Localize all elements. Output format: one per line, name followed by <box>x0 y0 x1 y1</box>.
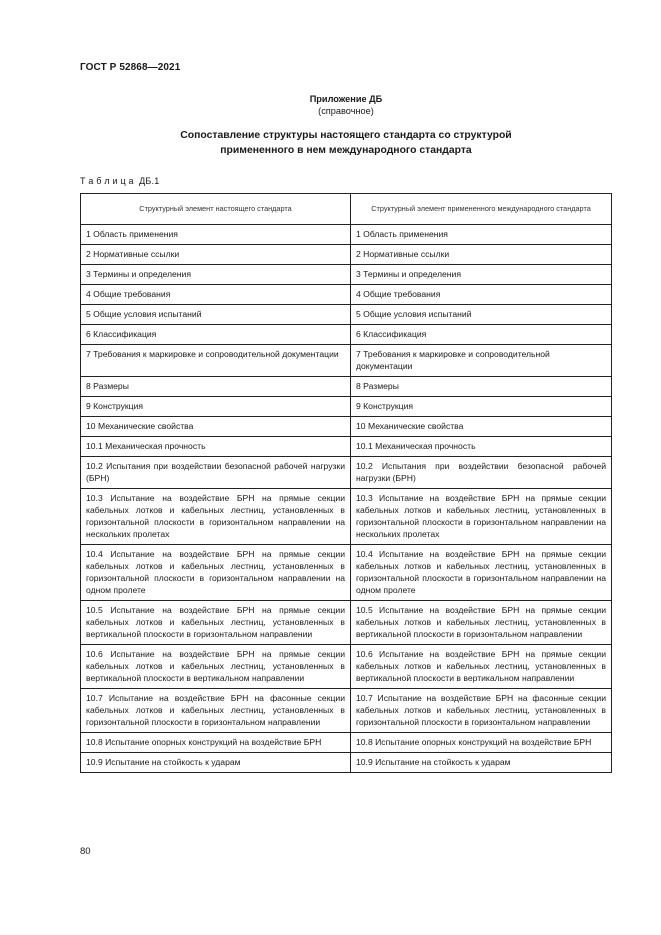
cell-international-standard: 5 Общие условия испытаний <box>351 305 612 325</box>
cell-international-standard: 10.2 Испытания при воздействии безопасной рабочей нагрузки (БРН) <box>351 457 612 489</box>
annex-heading <box>80 93 612 117</box>
cell-international-standard: 8 Размеры <box>351 377 612 397</box>
table-row <box>81 601 612 645</box>
table-row <box>81 489 612 545</box>
cell-this-standard: 2 Нормативные ссылки <box>81 245 351 265</box>
cell-international-standard: 7 Требования к маркировке и сопроводительной документации <box>351 345 612 377</box>
table-row <box>81 377 612 397</box>
cell-this-standard: 10.9 Испытание на стойкость к ударам <box>81 753 351 773</box>
table-row <box>81 733 612 753</box>
cell-this-standard: 10.2 Испытания при воздействии безопасной рабочей нагрузки (БРН) <box>81 457 351 489</box>
annex-note: (справочное) <box>318 106 374 116</box>
table-row <box>81 225 612 245</box>
table-row <box>81 325 612 345</box>
table-row <box>81 265 612 285</box>
cell-international-standard: 10.8 Испытание опорных конструкций на воздействие БРН <box>351 733 612 753</box>
structure-comparison-table <box>80 193 612 773</box>
annex-title-line-1: Сопоставление структуры настоящего стандарта со структурой <box>180 130 512 141</box>
cell-this-standard: 10.8 Испытание опорных конструкций на воздействие БРН <box>81 733 351 753</box>
cell-international-standard: 10.7 Испытание на воздействие БРН на фасонные секции кабельных лотков и кабельных лестниц, установленных в горизонтальной плоскости в горизонтальном направлении <box>351 689 612 733</box>
table-row <box>81 305 612 325</box>
cell-international-standard: 1 Область применения <box>351 225 612 245</box>
cell-international-standard: 2 Нормативные ссылки <box>351 245 612 265</box>
cell-international-standard: 10.9 Испытание на стойкость к ударам <box>351 753 612 773</box>
table-row <box>81 457 612 489</box>
cell-this-standard: 10 Механические свойства <box>81 417 351 437</box>
cell-this-standard: 8 Размеры <box>81 377 351 397</box>
annex-title <box>80 128 612 158</box>
cell-this-standard: 1 Область применения <box>81 225 351 245</box>
cell-this-standard: 10.5 Испытание на воздействие БРН на прямые секции кабельных лотков и кабельных лестниц, установленных в вертикальной плоскости в горизонтальном направлении <box>81 601 351 645</box>
table-row <box>81 345 612 377</box>
cell-international-standard: 6 Классификация <box>351 325 612 345</box>
table-row <box>81 689 612 733</box>
table-row <box>81 417 612 437</box>
cell-this-standard: 7 Требования к маркировке и сопроводительной документации <box>81 345 351 377</box>
cell-this-standard: 5 Общие условия испытаний <box>81 305 351 325</box>
cell-this-standard: 10.6 Испытание на воздействие БРН на прямые секции кабельных лотков и кабельных лестниц, установленных в вертикальной плоскости в вертикальном направлении <box>81 645 351 689</box>
cell-international-standard: 10.6 Испытание на воздействие БРН на прямые секции кабельных лотков и кабельных лестниц, установленных в вертикальной плоскости в вертикальном направлении <box>351 645 612 689</box>
cell-this-standard: 10.1 Механическая прочность <box>81 437 351 457</box>
annex-title-line-2: примененного в нем международного стандарта <box>220 145 472 156</box>
cell-international-standard: 10.3 Испытание на воздействие БРН на прямые секции кабельных лотков и кабельных лестниц, установленных в горизонтальной плоскости в горизонтальном направлении на нескольких пролетах <box>351 489 612 545</box>
cell-international-standard: 10.5 Испытание на воздействие БРН на прямые секции кабельных лотков и кабельных лестниц, установленных в вертикальной плоскости в горизонтальном направлении <box>351 601 612 645</box>
cell-international-standard: 10.4 Испытание на воздействие БРН на прямые секции кабельных лотков и кабельных лестниц, установленных в горизонтальной плоскости в горизонтальном направлении на одном пролете <box>351 545 612 601</box>
table-row <box>81 545 612 601</box>
annex-label: Приложение ДБ <box>309 94 383 104</box>
cell-international-standard: 3 Термины и определения <box>351 265 612 285</box>
table-row <box>81 397 612 417</box>
cell-this-standard: 4 Общие требования <box>81 285 351 305</box>
cell-international-standard: 10.1 Механическая прочность <box>351 437 612 457</box>
page-number: 80 <box>80 846 91 857</box>
table-row <box>81 285 612 305</box>
table-header-row <box>81 194 612 225</box>
cell-this-standard: 10.3 Испытание на воздействие БРН на прямые секции кабельных лотков и кабельных лестниц, установленных в горизонтальной плоскости в горизонтальном направлении на нескольких пролетах <box>81 489 351 545</box>
cell-international-standard: 4 Общие требования <box>351 285 612 305</box>
table-row <box>81 645 612 689</box>
cell-this-standard: 9 Конструкция <box>81 397 351 417</box>
column-header-international-standard: Структурный элемент примененного международного стандарта <box>351 194 612 225</box>
table-row <box>81 753 612 773</box>
cell-this-standard: 3 Термины и определения <box>81 265 351 285</box>
cell-this-standard: 6 Классификация <box>81 325 351 345</box>
cell-international-standard: 9 Конструкция <box>351 397 612 417</box>
standard-designation: ГОСТ Р 52868—2021 <box>80 62 181 73</box>
cell-this-standard: 10.4 Испытание на воздействие БРН на прямые секции кабельных лотков и кабельных лестниц, установленных в горизонтальной плоскости в горизонтальном направлении на одном пролете <box>81 545 351 601</box>
column-header-this-standard: Структурный элемент настоящего стандарта <box>81 194 351 225</box>
cell-international-standard: 10 Механические свойства <box>351 417 612 437</box>
table-caption: Т а б л и ц а ДБ.1 <box>80 176 160 186</box>
table-row <box>81 437 612 457</box>
table-row <box>81 245 612 265</box>
cell-this-standard: 10.7 Испытание на воздействие БРН на фасонные секции кабельных лотков и кабельных лестниц, установленных в горизонтальной плоскости в горизонтальном направлении <box>81 689 351 733</box>
